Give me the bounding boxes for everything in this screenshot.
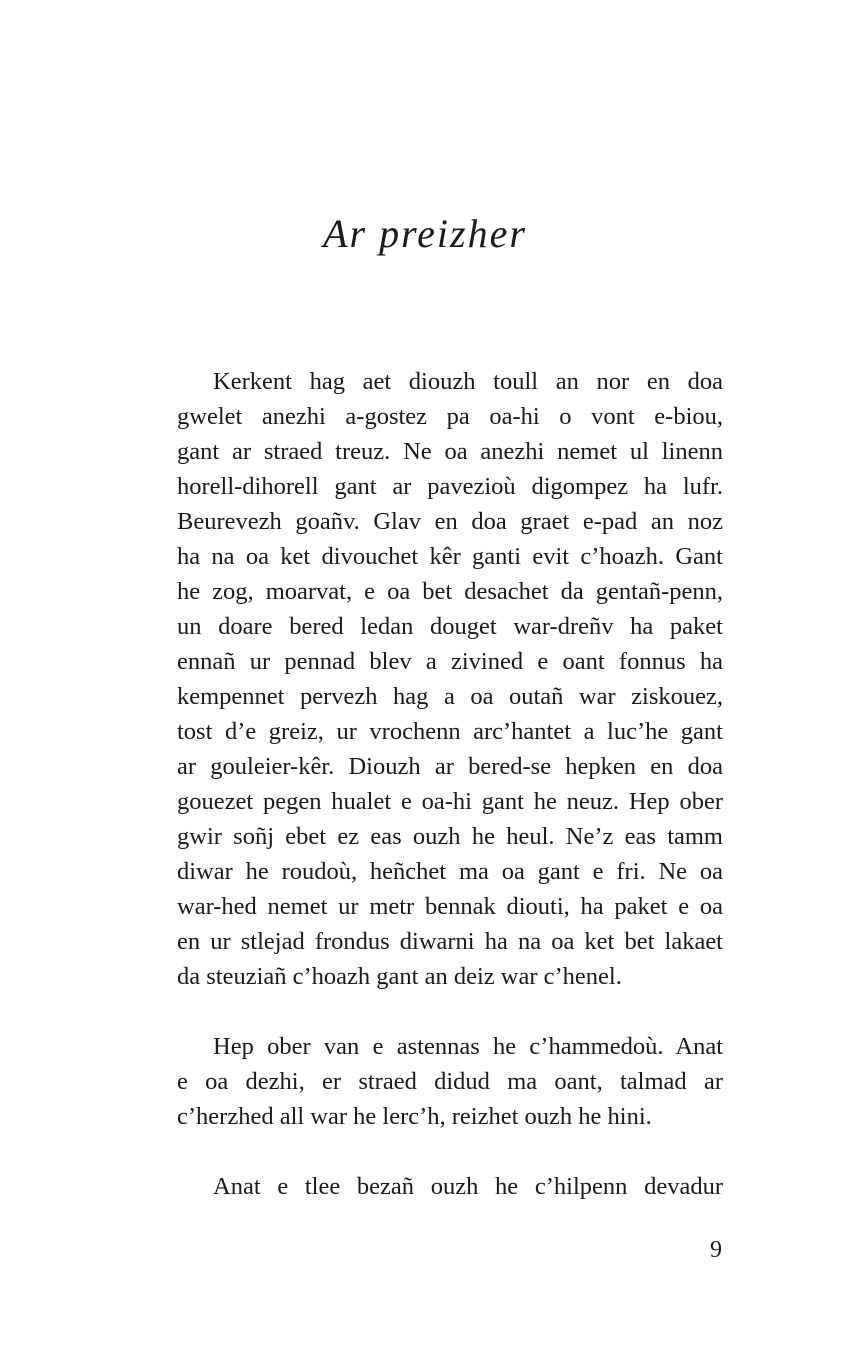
page-number: 9: [710, 1237, 722, 1263]
text-line: gwelet anezhi a-gostez pa oa-hi o vont e-biou,: [177, 403, 723, 430]
text-line: Beurevezh goañv. Glav en doa graet e-pad an noz: [177, 508, 723, 535]
text-line: kempennet pervezh hag a oa outañ war ziskouez,: [177, 683, 723, 710]
text-line: diwar he roudoù, heñchet ma oa gant e fri. Ne oa: [177, 858, 723, 885]
text-line: gouezet pegen hualet e oa-hi gant he neuz. Hep ober: [177, 788, 723, 815]
text-line: ennañ ur pennad blev a zivined e oant fonnus ha: [177, 648, 723, 675]
text-line: ar gouleier-kêr. Diouzh ar bered-se hepken en doa: [177, 753, 723, 780]
text-line: Kerkent hag aet diouzh toull an nor en doa: [213, 368, 723, 395]
chapter-body: [177, 364, 723, 1239]
text-line: en ur stlejad frondus diwarni ha na oa ket bet lakaet: [177, 928, 723, 955]
text-line: ha na oa ket divouchet kêr ganti evit c’hoazh. Gant: [177, 543, 723, 570]
text-line: un doare bered ledan douget war-dreñv ha paket: [177, 613, 723, 640]
text-line: Anat e tlee bezañ ouzh he c’hilpenn devadur: [213, 1173, 723, 1200]
text-line: he zog, moarvat, e oa bet desachet da gentañ-penn,: [177, 578, 723, 605]
paragraph-1: [177, 364, 723, 994]
text-line: gant ar straed treuz. Ne oa anezhi nemet ul linenn: [177, 438, 723, 465]
text-line: Hep ober van e astennas he c’hammedoù. Anat: [213, 1033, 723, 1060]
text-line: e oa dezhi, er straed didud ma oant, talmad ar: [177, 1068, 723, 1095]
text-line: war-hed nemet ur metr bennak diouti, ha paket e oa: [177, 893, 723, 920]
paragraph-2: [177, 1029, 723, 1134]
text-line: horell-dihorell gant ar pavezioù digompez ha lufr.: [177, 473, 723, 500]
text-line: c’herzhed all war he lerc’h, reizhet ouzh he hini.: [177, 1103, 652, 1130]
text-line: da steuziañ c’hoazh gant an deiz war c’henel.: [177, 963, 622, 990]
text-line: tost d’e greiz, ur vrochenn arc’hantet a luc’he gant: [177, 718, 723, 745]
paragraph-3: [177, 1169, 723, 1204]
text-line: gwir soñj ebet ez eas ouzh he heul. Ne’z eas tamm: [177, 823, 723, 850]
chapter-title: Ar preizher: [323, 211, 527, 256]
